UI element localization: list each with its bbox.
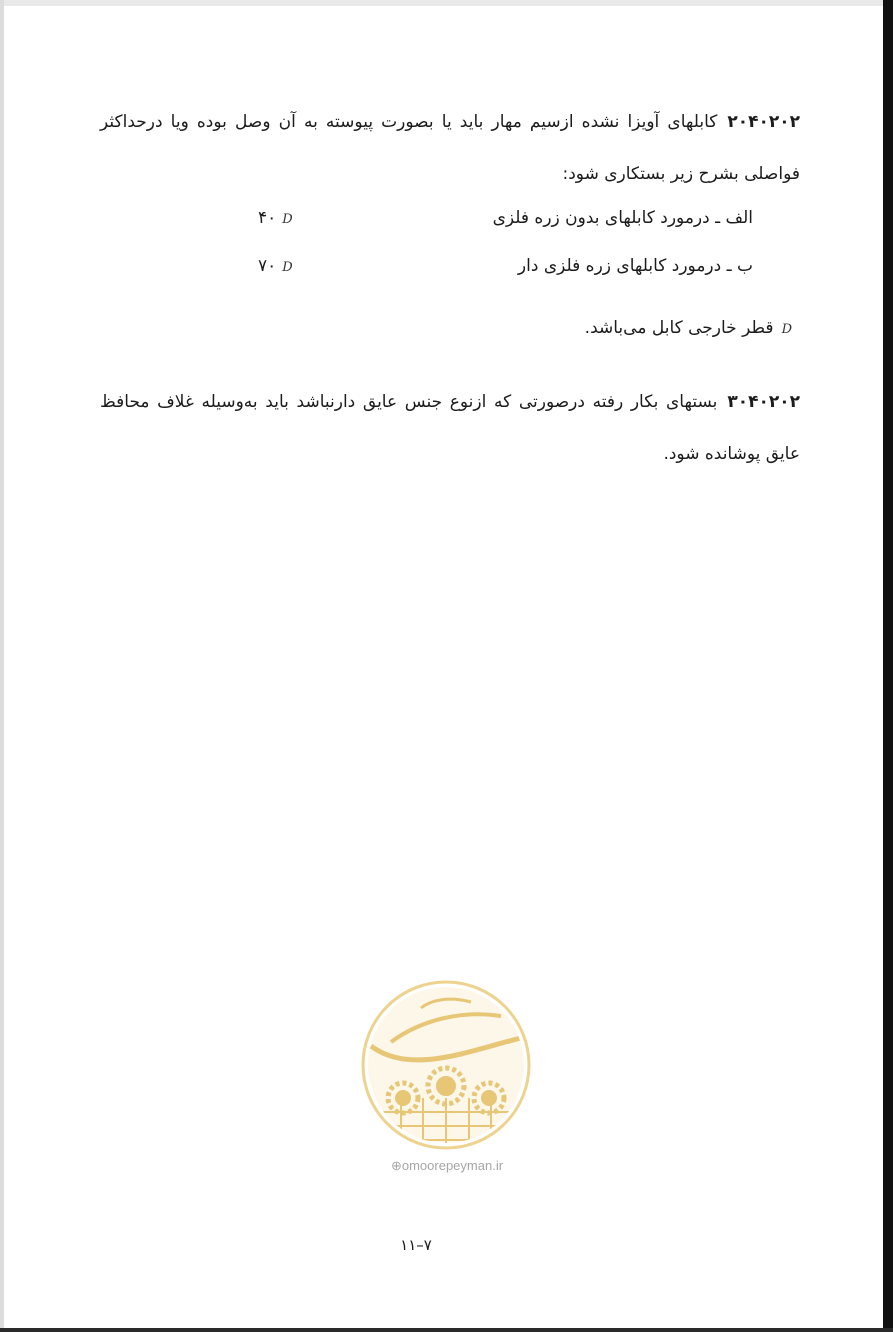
diameter-symbol: D xyxy=(781,322,793,337)
section-text-2: بستهای بکار رفته درصورتی که ازنوع جنس عایق دارنباشد باید به‌وسیله غلاف محافظ عایق پوشانده شود. xyxy=(100,392,800,464)
scan-edge-bottom xyxy=(0,1328,893,1332)
list-item xyxy=(0,208,893,238)
list-item-label: الف ـ درمورد کابلهای بدون زره فلزی xyxy=(492,208,753,228)
scan-edge-left xyxy=(0,0,4,1332)
watermark-logo-block xyxy=(357,980,537,1190)
diameter-note xyxy=(585,318,793,338)
spacing-value: ۴۰ xyxy=(258,208,277,228)
page-number: ۱۱–۷ xyxy=(400,1236,432,1254)
section-number-1: ۲۰۴۰۲۰۲ xyxy=(727,112,800,132)
list-item-label: ب ـ درمورد کابلهای زره فلزی دار xyxy=(517,256,753,276)
section-text-1: کابلهای آویزا نشده ازسیم مهار باید یا بصورت پیوسته به آن وصل بوده ویا درحداکثر فواصلی بشرح زیر بستکاری شود: xyxy=(100,112,800,184)
spacing-value: ۷۰ xyxy=(258,256,277,276)
section-paragraph-2 xyxy=(100,376,800,480)
section-number-2: ۳۰۴۰۲۰۲ xyxy=(727,392,800,412)
diameter-note-text: قطر خارجی کابل می‌باشد. xyxy=(584,318,774,338)
section-paragraph-1 xyxy=(100,96,800,200)
diameter-symbol: D xyxy=(282,260,293,275)
scan-edge-top xyxy=(0,0,893,6)
list-item xyxy=(0,256,893,286)
watermark-url xyxy=(357,1158,537,1174)
globe-icon: ⊕ xyxy=(390,1158,402,1173)
diameter-symbol: D xyxy=(282,212,293,227)
list-item-value xyxy=(258,256,293,276)
watermark-site: omoorepeyman.ir xyxy=(401,1158,504,1173)
list-item-value xyxy=(258,208,293,228)
omoore-peyman-logo xyxy=(361,980,531,1150)
scan-edge-right xyxy=(883,0,893,1332)
